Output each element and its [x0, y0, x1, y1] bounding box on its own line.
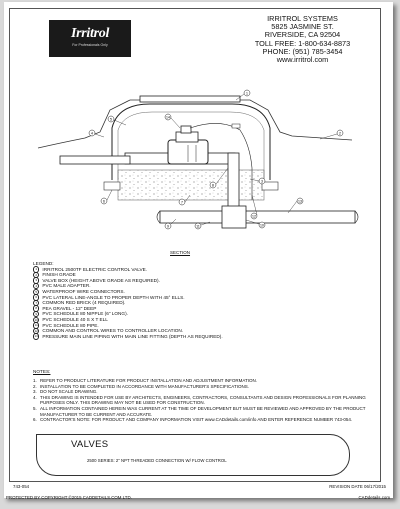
callout-1-label: 1	[246, 91, 248, 96]
solenoid	[181, 126, 191, 133]
legend-number: 12	[34, 328, 38, 333]
company-address-2: RIVERSIDE, CA 92504	[264, 30, 341, 40]
company-tollfree: TOLL FREE: 1-800-634-8873	[254, 38, 351, 48]
caddetails-link[interactable]: CADdetails.com	[358, 495, 390, 500]
note-item: 3. DO NOT SCALE DRAWING.	[33, 389, 98, 395]
brick-left	[104, 182, 120, 190]
drawing-subtitle: 2500 SERIES: 2" NPT THREADED CONNECTION W/ FLOW CONTROL	[87, 458, 227, 463]
legend	[33, 261, 223, 339]
callout-8-label: 8	[212, 183, 214, 188]
logo-tagline: For Professionals Only	[72, 43, 108, 47]
callout-5-label: 5	[110, 117, 112, 122]
callout-11-label: 11	[196, 224, 200, 229]
note-item: 6. CONTRACTOR'S NOTE: FOR PRODUCT AND COMPANY INFORMATION VISIT www.CADdetails.com/info AND ENTER REFERENCE NUMBER 743-054.	[33, 417, 353, 423]
copyright-text: PROTECTED BY COPYRIGHT ©2015 CADDETAILS.COM LTD.	[6, 495, 132, 500]
legend-number: 7	[33, 300, 39, 306]
drawing-title: VALVES	[71, 439, 109, 450]
logo-name: Irritrol	[70, 26, 110, 41]
legend-item: 5 WATERPROOF WIRE CONNECTORS.	[33, 289, 223, 295]
legend-item: 6 PVC LATERAL LINE-ANGLE TO PROPER DEPTH WITH 45° ELLS.	[33, 295, 223, 301]
company-address-1: 5825 JASMINE ST.	[271, 22, 334, 32]
legend-number: 1	[33, 266, 39, 272]
legend-number: 8	[33, 305, 39, 311]
main-line	[160, 211, 355, 223]
legend-item: 13 PRESSURE MAIN LINE PIPING WITH MAIN LINE FITTING (DEPTH AS REQUIRED).	[34, 333, 223, 339]
drawing-number: 743-054	[13, 484, 30, 489]
legend-number: 13	[34, 334, 38, 339]
outlet-pipe	[60, 156, 130, 164]
main-tee	[222, 206, 246, 228]
riser-pipe	[228, 153, 239, 213]
company-name: IRRITROL SYSTEMS	[267, 14, 338, 23]
callout-7-label: 7	[181, 200, 183, 205]
valve-box-lid	[140, 96, 240, 102]
section-label: SECTION	[170, 250, 191, 255]
legend-item: 3 VALVE BOX (HEIGHT ABOVE GRADE AS REQUIRED).	[33, 278, 223, 284]
brick-right	[262, 182, 278, 190]
callout-3-label: 3	[261, 179, 263, 184]
callout-6-label: 6	[103, 199, 105, 204]
notes-title: NOTES:	[33, 369, 51, 374]
note-item: 5. ALL INFORMATION CONTAINED HEREIN WAS CURRENT AT THE TIME OF DEVELOPMENT BUT MUST BE REVIEWED AND APPROVED BY THE PRODUCT MANUFACTURER TO BE CURRENT AND ACCURATE.	[33, 405, 366, 417]
callout-2-label: 2	[339, 131, 341, 136]
legend-item: 4 PVC MALE ADAPTER.	[33, 283, 223, 289]
revision-date: REVISION DATE 06/17/2015	[329, 484, 386, 489]
legend-item: 8 PEA GRAVEL - 12" DEEP	[33, 306, 223, 312]
note-item: 4. THIS DRAWING IS INTENDED FOR USE BY ARCHITECTS, ENGINEERS, CONTRACTORS, CONSULTANTS AND DESIGN PROFESSIONALS FOR PLANNING PURPOSES ONLY. THIS DRAWING MAY NOT BE USED FOR CONSTRUCTION.	[33, 394, 366, 406]
legend-number: 10	[34, 317, 38, 322]
legend-item: 1 IRRITROL 2500TF ELECTRIC CONTROL VALVE.	[33, 267, 223, 273]
legend-item: 10 PVC SCHEDULE 40 S X T ELL	[34, 316, 108, 322]
legend-item: 7 COMMON RED BRICK (4 REQUIRED).	[33, 300, 223, 306]
legend-number: 9	[33, 311, 39, 317]
legend-number: 3	[33, 277, 39, 283]
legend-title: LEGEND:	[33, 261, 54, 266]
pea-gravel	[118, 170, 264, 200]
legend-number: 11	[34, 323, 38, 328]
callout-14-label: 14	[166, 115, 170, 120]
legend-item: 11 PVC SCHEDULE 80 PIPE.	[34, 322, 99, 328]
company-phone: PHONE: (951) 785-3454	[262, 46, 343, 56]
callout-13-label: 13	[298, 199, 302, 204]
legend-number: 4	[33, 283, 39, 289]
legend-item: 12 COMMON AND CONTROL WIRES TO CONTROLLER LOCATION.	[34, 328, 184, 334]
callout-4-label: 4	[91, 131, 93, 136]
company-website: www.irritrol.com	[276, 55, 329, 65]
legend-number: 6	[33, 294, 39, 300]
legend-number: 5	[33, 289, 39, 295]
legend-item: 2 FINISH GRADE	[33, 272, 223, 278]
note-item: 2. INSTALLATION TO BE COMPLETED IN ACCORDANCE WITH MANUFACTURER'S SPECIFICATIONS.	[33, 383, 249, 389]
legend-item: 9 PVC SCHEDULE 80 NIPPLE (6" LONG).	[33, 311, 223, 317]
callout-9-label: 9	[167, 224, 169, 229]
callout-12-label: 12	[252, 214, 256, 219]
notes-list	[33, 378, 373, 423]
callout-10-label: 10	[260, 223, 264, 228]
legend-number: 2	[33, 272, 39, 278]
note-item: 1. REFER TO PRODUCT LITERATURE FOR PRODUCT INSTALLATION AND ADJUSTMENT INFORMATION.	[33, 378, 258, 383]
